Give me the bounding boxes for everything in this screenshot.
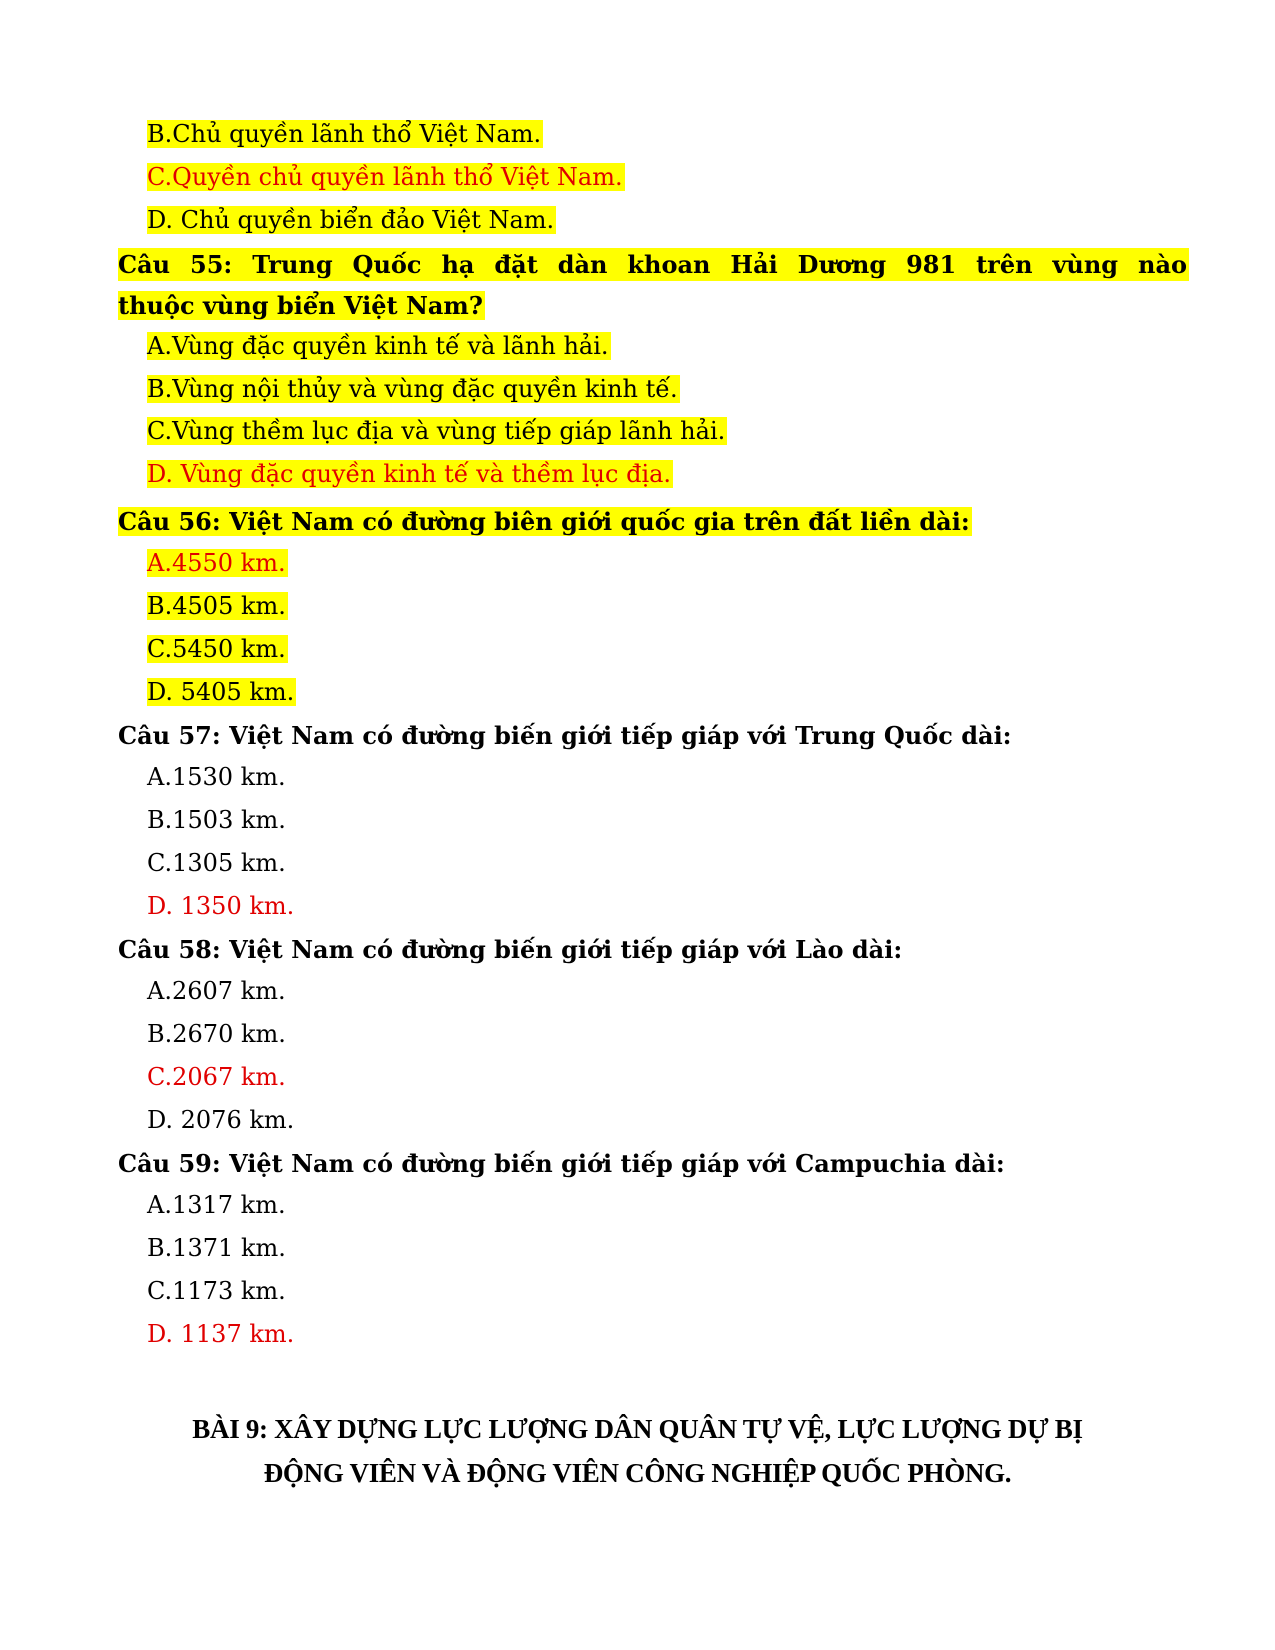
option-59-a: A.1317 km. xyxy=(147,1191,286,1219)
option-text: C.5450 km. xyxy=(147,635,286,663)
option-54-c-correct xyxy=(147,161,625,194)
question-56-text xyxy=(118,505,972,538)
option-56-b xyxy=(147,590,288,623)
option-55-c xyxy=(147,415,727,448)
option-56-c xyxy=(147,633,288,666)
option-56-a-correct xyxy=(147,547,288,580)
option-59-b: B.1371 km. xyxy=(147,1234,286,1262)
question-text: thuộc vùng biển Việt Nam? xyxy=(118,291,483,320)
section-heading-line2: ĐỘNG VIÊN VÀ ĐỘNG VIÊN CÔNG NGHIỆP QUỐC PHÒNG. xyxy=(263,1458,1012,1488)
option-55-d-correct xyxy=(147,458,673,491)
option-59-c: C.1173 km. xyxy=(147,1277,286,1305)
option-text: C.Quyền chủ quyền lãnh thổ Việt Nam. xyxy=(147,163,623,191)
option-57-a: A.1530 km. xyxy=(147,763,286,791)
question-58-text: Câu 58: Việt Nam có đường biến giới tiếp giáp với Lào dài: xyxy=(118,935,903,964)
question-57-text: Câu 57: Việt Nam có đường biến giới tiếp giáp với Trung Quốc dài: xyxy=(118,721,1012,750)
option-56-d xyxy=(147,676,296,709)
option-58-d: D. 2076 km. xyxy=(147,1106,295,1134)
option-58-b: B.2670 km. xyxy=(147,1020,286,1048)
question-text: Câu 56: Việt Nam có đường biên giới quốc gia trên đất liền dài: xyxy=(118,507,970,536)
option-text: D. Vùng đặc quyền kinh tế và thềm lục địa. xyxy=(147,460,672,488)
section-heading-line1: BÀI 9: XÂY DỰNG LỰC LƯỢNG DÂN QUÂN TỰ VỆ, LỰC LƯỢNG DỰ BỊ xyxy=(192,1414,1083,1444)
option-58-a: A.2607 km. xyxy=(147,977,286,1005)
option-55-a xyxy=(147,330,611,363)
option-59-d-correct: D. 1137 km. xyxy=(147,1320,295,1348)
option-text: B.Chủ quyền lãnh thổ Việt Nam. xyxy=(147,120,542,148)
option-57-c: C.1305 km. xyxy=(147,849,286,877)
option-text: D. 5405 km. xyxy=(147,678,295,706)
option-text: A.Vùng đặc quyền kinh tế và lãnh hải. xyxy=(147,332,609,360)
question-59-text: Câu 59: Việt Nam có đường biến giới tiếp giáp với Campuchia dài: xyxy=(118,1149,1005,1178)
option-text: C.Vùng thềm lục địa và vùng tiếp giáp lãnh hải. xyxy=(147,417,726,445)
option-text: B.4505 km. xyxy=(147,592,286,620)
option-55-b xyxy=(147,373,680,406)
option-text: D. Chủ quyền biển đảo Việt Nam. xyxy=(147,206,555,234)
option-58-c-correct: C.2067 km. xyxy=(147,1063,286,1091)
question-55-text-line1: Câu 55: Trung Quốc hạ đặt dàn khoan Hải Dương 981 trên vùng nào xyxy=(118,250,1187,279)
question-55-text-line2 xyxy=(118,289,485,322)
option-57-b: B.1503 km. xyxy=(147,806,286,834)
option-54-b xyxy=(147,118,543,151)
option-54-d xyxy=(147,204,556,237)
option-text: B.Vùng nội thủy và vùng đặc quyền kinh tế. xyxy=(147,375,678,403)
option-57-d-correct: D. 1350 km. xyxy=(147,892,295,920)
option-text: A.4550 km. xyxy=(147,549,286,577)
